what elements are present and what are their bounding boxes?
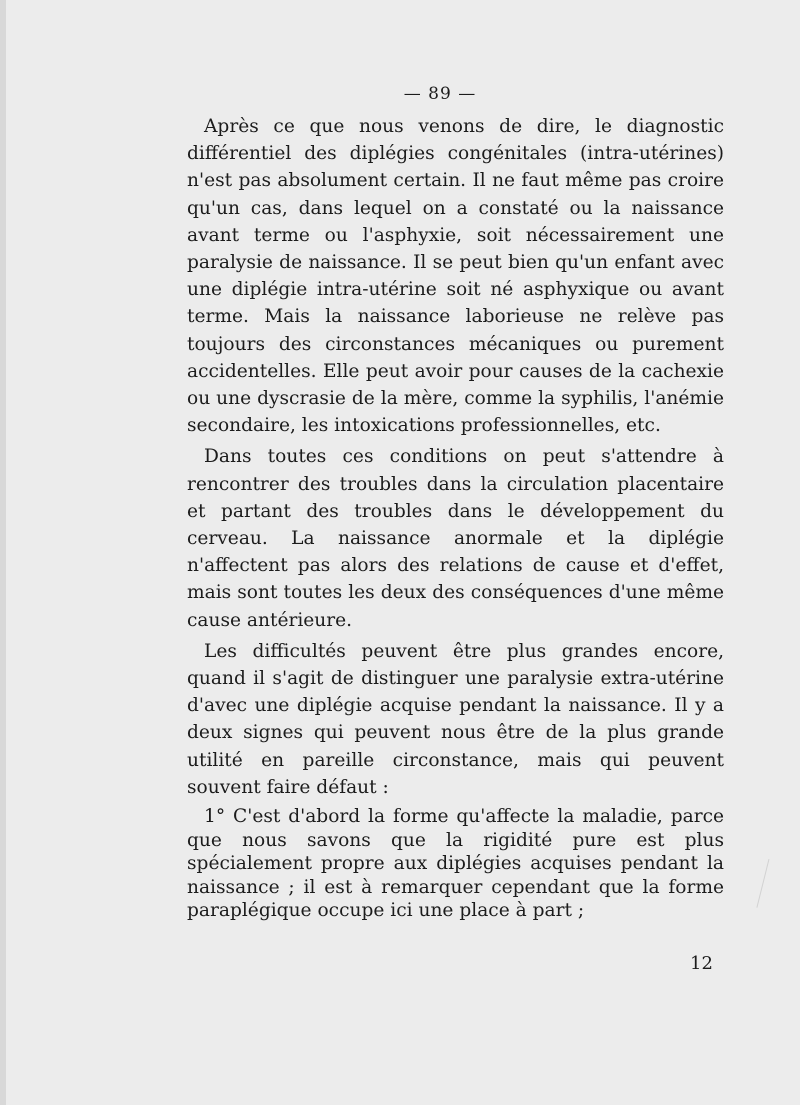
signature-number: 12	[690, 953, 713, 974]
page-number: — 89 —	[403, 84, 477, 104]
page-edge-shadow	[0, 0, 6, 1105]
paragraph-conditions: Dans toutes ces conditions on peut s'attendre à rencontrer des troubles dans la circulation placentaire et partant des troubles dans le développement du cerveau. La naissance anormale et la diplégie n'affectent pas alors des relations de cause et d'effet, mais sont toutes les deux des conséquences d'une même cause antérieure.	[187, 446, 724, 631]
paragraph-diagnostic: Après ce que nous venons de dire, le diagnostic différentiel des diplégies congénitales (intra-utérines) n'est pas absolument certain. Il ne faut même pas croire qu'un cas, dans lequel on a constaté ou la naissance avant terme ou l'asphyxie, soit nécessairement une paralysie de naissance. Il se peut bien qu'un enfant avec une diplégie intra-utérine soit né asphyxique ou avant terme. Mais la naissance laborieuse ne relève pas toujours des circonstances mécaniques ou purement accidentelles. Elle peut avoir pour causes de la cachexie ou une dyscrasie de la mère, comme la syphilis, l'anémie secondaire, les intoxications professionnelles, etc.	[187, 116, 724, 437]
margin-annotation	[756, 859, 798, 915]
paragraph-difficulties: Les difficultés peuvent être plus grandes encore, quand il s'agit de distinguer une paralysie extra-utérine d'avec une diplégie acquise pendant la naissance. Il y a deux signes qui peuvent nous être de la plus grande utilité en pareille circonstance, mais qui peuvent souvent faire défaut :	[187, 640, 724, 798]
list-item-first-sign: 1° C'est d'abord la forme qu'affecte la maladie, parce que nous savons que la rigidité pure est plus spécialement propre aux diplégies acquises pendant la naissance ; il est à remarquer cependant que la forme paraplégique occupe ici une place à part ;	[187, 806, 724, 922]
body-text	[187, 113, 724, 923]
